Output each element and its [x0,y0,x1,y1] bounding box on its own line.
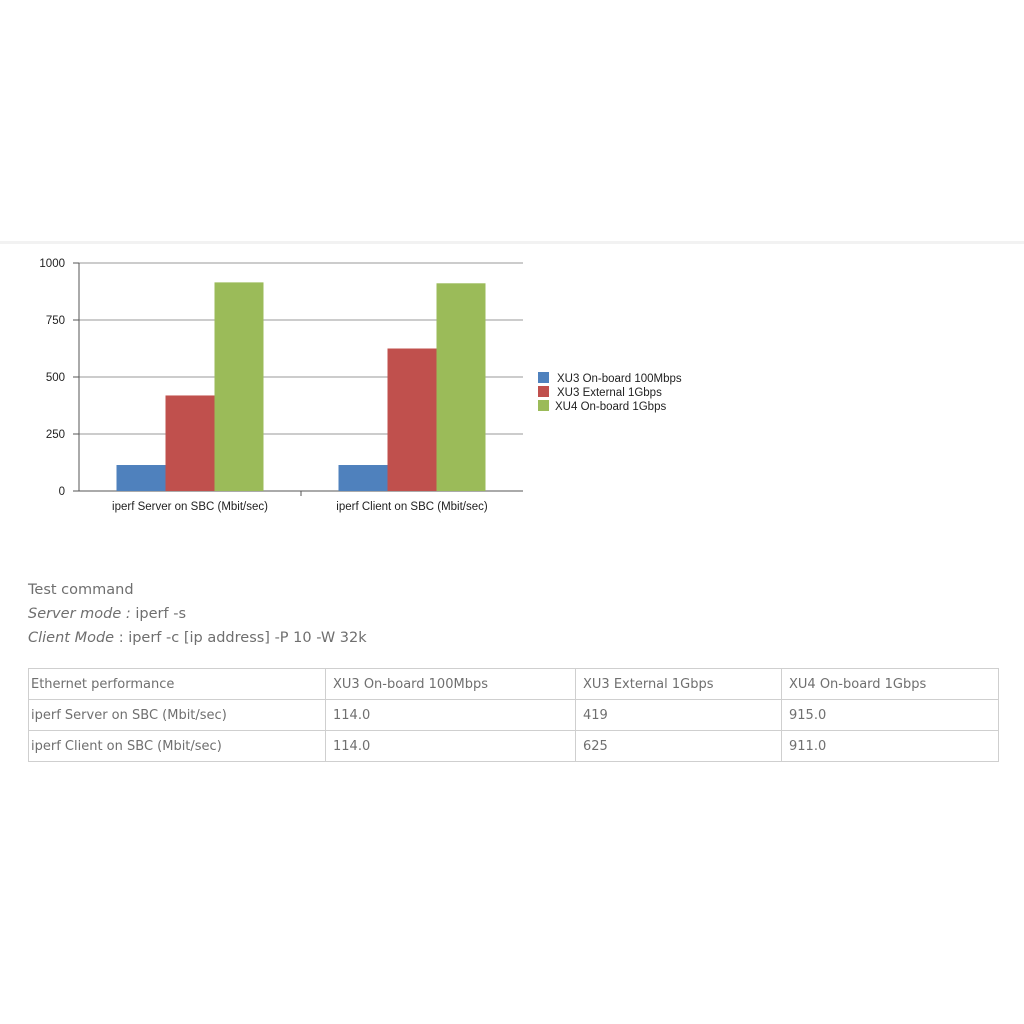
table-cell: 915.0 [782,700,999,731]
legend-label: XU3 On-board 100Mbps [557,373,682,385]
bar [437,283,486,491]
bar [215,282,264,491]
test-command-block [28,578,367,650]
table-header-cell: XU4 On-board 1Gbps [782,669,999,700]
legend-swatch [538,386,549,397]
table-cell: 419 [576,700,782,731]
table-row [29,700,999,731]
y-tick-label: 0 [58,486,65,498]
bar [339,465,388,491]
y-tick-label: 500 [45,372,65,384]
server-mode-line [28,602,367,626]
top-divider [0,241,1024,244]
client-mode-line [28,626,367,650]
bar [117,465,166,491]
table-header-cell: XU3 External 1Gbps [576,669,782,700]
y-tick-label: 1000 [39,258,65,270]
clipped-caption [34,522,124,530]
table-header-row [29,669,999,700]
client-mode-value: : iperf -c [ip address] -P 10 -W 32k [114,630,367,646]
y-tick-label: 250 [45,429,65,441]
bar [166,395,215,491]
server-mode-value: iperf -s [130,606,187,622]
y-tick-label: 750 [45,315,65,327]
table-header-cell: Ethernet performance [29,669,326,700]
x-tick-label: iperf Client on SBC (Mbit/sec) [336,501,488,513]
ethernet-performance-table [28,668,999,762]
test-command-heading: Test command [28,582,134,598]
server-mode-label: Server mode : [28,606,131,622]
table-cell: iperf Server on SBC (Mbit/sec) [29,700,326,731]
legend-swatch [538,400,549,411]
legend-label: XU3 External 1Gbps [557,387,662,399]
bar-chart [0,248,720,538]
table-row [29,731,999,762]
table-header-cell: XU3 On-board 100Mbps [326,669,576,700]
table-cell: 114.0 [326,700,576,731]
x-tick-label: iperf Server on SBC (Mbit/sec) [112,501,268,513]
client-mode-label: Client Mode [28,630,115,646]
table-cell: 911.0 [782,731,999,762]
table-cell: 114.0 [326,731,576,762]
legend-label: XU4 On-board 1Gbps [555,401,667,413]
table-cell: iperf Client on SBC (Mbit/sec) [29,731,326,762]
table-cell: 625 [576,731,782,762]
bar [388,349,437,492]
legend-swatch [538,372,549,383]
